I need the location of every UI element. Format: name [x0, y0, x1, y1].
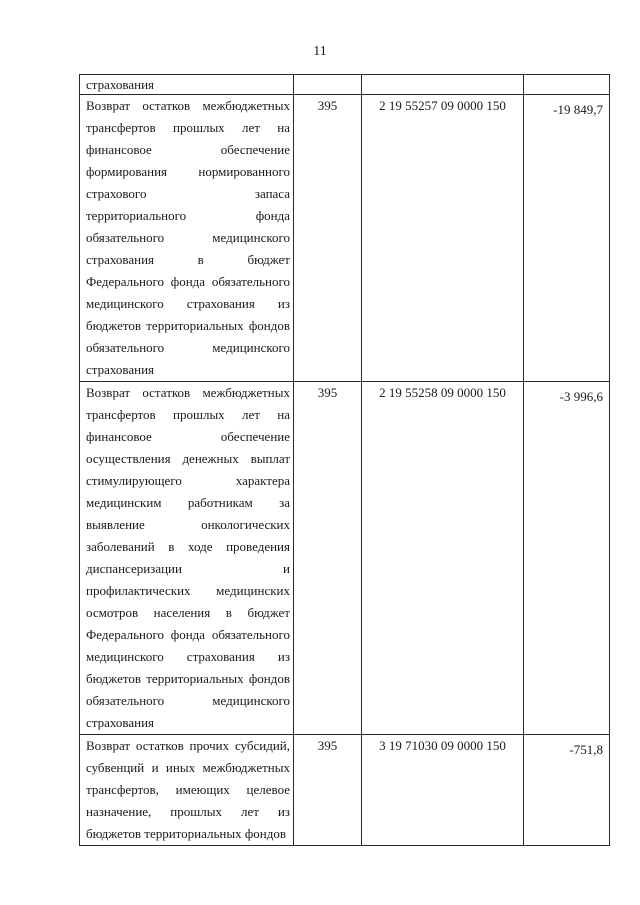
- description-line: трансфертов прошлых лет на: [86, 407, 290, 422]
- description-cell: [80, 95, 294, 382]
- admin-code: 395: [317, 385, 338, 400]
- description-line: осуществления денежных выплат: [86, 451, 290, 466]
- page-number: 11: [313, 44, 327, 59]
- description-line: осмотров населения в бюджет: [86, 605, 290, 620]
- description-line: медицинского страхования из: [86, 296, 290, 311]
- description-line: страхования: [86, 715, 155, 730]
- budget-classification-code: 3 19 71030 09 0000 150: [379, 738, 506, 753]
- table-row: [80, 735, 610, 846]
- table-row: [80, 382, 610, 735]
- budget-table-body: [80, 75, 610, 846]
- code-cell: [362, 735, 524, 846]
- description-line: обязательного медицинского: [86, 340, 290, 355]
- code-cell: [362, 75, 524, 95]
- admin-code: 395: [317, 98, 338, 113]
- description-line: финансовое обеспечение: [86, 429, 290, 444]
- description-line: Федерального фонда обязательного: [86, 627, 290, 642]
- description-cell: [80, 735, 294, 846]
- table-row: [80, 95, 610, 382]
- description-text: [80, 382, 293, 734]
- description-text: [80, 75, 293, 94]
- description-line: страхования: [86, 77, 155, 92]
- admin-cell: [294, 75, 362, 95]
- description-line: назначение, прошлых лет из: [86, 804, 290, 819]
- amount-cell: [524, 75, 610, 95]
- amount-value: -19 849,7: [553, 102, 603, 117]
- description-line: диспансеризации и: [86, 561, 290, 576]
- description-line: Возврат остатков межбюджетных: [86, 98, 290, 113]
- description-line: бюджетов территориальных фондов: [86, 671, 290, 686]
- description-line: трансфертов, имеющих целевое: [86, 782, 290, 797]
- description-line: территориального фонда: [86, 208, 290, 223]
- description-cell: [80, 382, 294, 735]
- description-line: бюджетов территориальных фондов: [86, 826, 287, 841]
- description-line: страхового запаса: [86, 186, 290, 201]
- description-line: Возврат остатков прочих субсидий,: [86, 738, 290, 753]
- description-line: медицинским работникам за: [86, 495, 290, 510]
- description-line: страхования в бюджет: [86, 252, 290, 267]
- table-row: [80, 75, 610, 95]
- description-line: субвенций и иных межбюджетных: [86, 760, 290, 775]
- description-line: стимулирующего характера: [86, 473, 290, 488]
- description-cell: [80, 75, 294, 95]
- admin-code: 395: [317, 738, 338, 753]
- description-line: Возврат остатков межбюджетных: [86, 385, 290, 400]
- admin-cell: [294, 735, 362, 846]
- budget-classification-code: 2 19 55257 09 0000 150: [379, 98, 506, 113]
- admin-cell: [294, 382, 362, 735]
- description-text: [80, 735, 293, 845]
- budget-classification-code: 2 19 55258 09 0000 150: [379, 385, 506, 400]
- description-line: обязательного медицинского: [86, 230, 290, 245]
- description-line: формирования нормированного: [86, 164, 290, 179]
- code-cell: [362, 382, 524, 735]
- description-line: профилактических медицинских: [86, 583, 290, 598]
- description-line: медицинского страхования из: [86, 649, 290, 664]
- amount-value: -3 996,6: [559, 389, 603, 404]
- description-text: [80, 95, 293, 381]
- amount-cell: [524, 382, 610, 735]
- description-line: выявление онкологических: [86, 517, 290, 532]
- amount-cell: [524, 95, 610, 382]
- admin-cell: [294, 95, 362, 382]
- amount-value: -751,8: [569, 742, 603, 757]
- description-line: трансфертов прошлых лет на: [86, 120, 290, 135]
- description-line: обязательного медицинского: [86, 693, 290, 708]
- description-line: Федерального фонда обязательного: [86, 274, 290, 289]
- description-line: финансовое обеспечение: [86, 142, 290, 157]
- description-line: страхования: [86, 362, 155, 377]
- description-line: бюджетов территориальных фондов: [86, 318, 290, 333]
- code-cell: [362, 95, 524, 382]
- description-line: заболеваний в ходе проведения: [86, 539, 290, 554]
- amount-cell: [524, 735, 610, 846]
- budget-table: [79, 74, 610, 846]
